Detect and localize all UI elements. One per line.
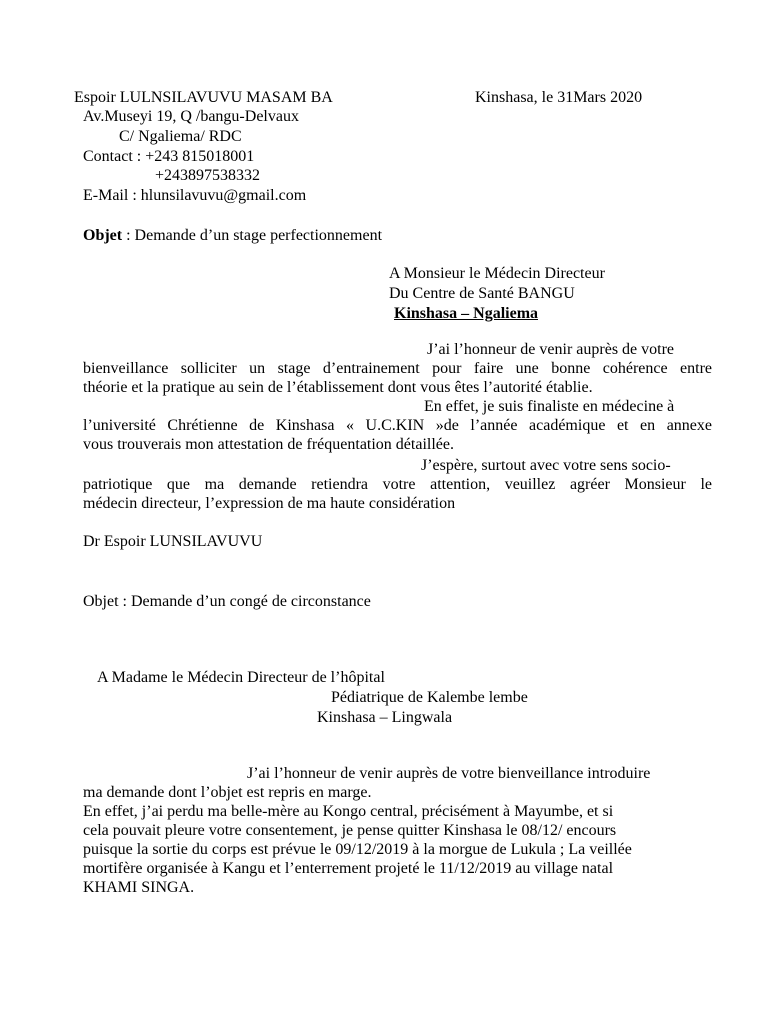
body-line: patriotique que ma demande retiendra votre attention, veuillez agréer Monsieur le <box>83 476 712 493</box>
body-line: En effet, j’ai perdu ma belle-mère au Kongo central, précisément à Mayumbe, et si <box>83 803 614 820</box>
recipient2-line2: Pédiatrique de Kalembe lembe <box>331 689 528 706</box>
sender-name: Espoir LULNSILAVUVU MASAM BA <box>74 89 333 106</box>
subject-label: Objet <box>83 227 123 244</box>
sender-phone2: +243897538332 <box>155 167 261 184</box>
body-line: J’espère, surtout avec votre sens socio- <box>421 457 671 474</box>
recipient-line2: Du Centre de Santé BANGU <box>389 285 575 302</box>
body-paragraph-letter2 <box>83 764 713 897</box>
signature: Dr Espoir LUNSILAVUVU <box>83 533 263 550</box>
place-date: Kinshasa, le 31Mars 2020 <box>475 89 643 106</box>
subject-text: : Demande d’un stage perfectionnement <box>122 227 383 244</box>
recipient-line3: Kinshasa – Ngaliema <box>394 305 539 322</box>
body-line: KHAMI SINGA. <box>83 879 195 896</box>
body-line: puisque la sortie du corps est prévue le 09/12/2019 à la morgue de Lukula ; La veillée <box>83 841 632 858</box>
body-line: médecin directeur, l’expression de ma haute considération <box>83 495 456 512</box>
body-line: ma demande dont l’objet est repris en marge. <box>83 784 372 801</box>
subject-line <box>83 226 382 245</box>
body-line: mortifère organisée à Kangu et l’enterrement projeté le 11/12/2019 au village natal <box>83 860 614 877</box>
body-line: théorie et la pratique au sein de l’établissement dont vous êtes l’autorité établie. <box>83 379 593 396</box>
body-paragraph-3 <box>83 456 712 513</box>
body-line: cela pouvait pleure votre consentement, je pense quitter Kinshasa le 08/12/ encours <box>83 822 617 839</box>
body-paragraph-1 <box>83 340 712 397</box>
sender-contact: Contact : +243 815018001 <box>83 148 255 165</box>
sender-email: E-Mail : hlunsilavuvu@gmail.com <box>83 187 307 204</box>
body-line: bienveillance solliciter un stage d’entrainement pour faire une bonne cohérence entre <box>83 360 712 377</box>
body-line: J’ai l’honneur de venir auprès de votre <box>427 341 675 358</box>
subject-line-2: Objet : Demande d’un congé de circonstance <box>83 593 371 610</box>
recipient2-line3: Kinshasa – Lingwala <box>317 709 453 726</box>
body-line: J’ai l’honneur de venir auprès de votre bienveillance introduire <box>247 765 651 782</box>
body-line: l’université Chrétienne de Kinshasa « U.C.KIN »de l’année académique et en annexe <box>83 417 712 434</box>
recipient-line1: A Monsieur le Médecin Directeur <box>389 265 605 282</box>
body-paragraph-2 <box>83 397 712 454</box>
recipient2-line1: A Madame le Médecin Directeur de l’hôpital <box>97 669 385 686</box>
sender-address-line2: C/ Ngaliema/ RDC <box>119 128 242 145</box>
body-line: En effet, je suis finaliste en médecine à <box>424 398 675 415</box>
sender-address-line1: Av.Museyi 19, Q /bangu-Delvaux <box>83 108 299 125</box>
body-line: vous trouverais mon attestation de fréquentation détaillée. <box>83 436 454 453</box>
